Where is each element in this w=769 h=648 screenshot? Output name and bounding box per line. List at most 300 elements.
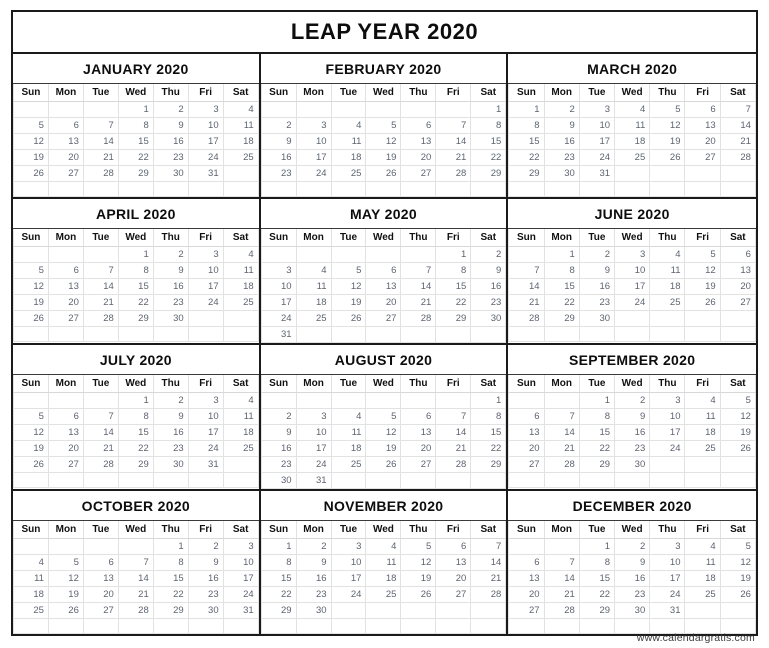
day-cell[interactable]: 8 (118, 409, 153, 425)
day-cell[interactable]: 2 (615, 393, 650, 409)
day-cell[interactable]: 11 (366, 555, 401, 571)
day-cell[interactable]: 16 (579, 279, 614, 295)
day-cell[interactable]: 5 (14, 118, 49, 134)
day-cell[interactable]: 26 (685, 295, 720, 311)
day-cell[interactable]: 28 (118, 603, 153, 619)
day-cell[interactable]: 15 (118, 425, 153, 441)
day-cell[interactable]: 24 (650, 441, 685, 457)
day-cell[interactable]: 21 (83, 150, 118, 166)
day-cell[interactable]: 12 (720, 409, 755, 425)
day-cell[interactable]: 22 (579, 587, 614, 603)
day-cell[interactable]: 21 (509, 295, 544, 311)
day-cell[interactable]: 6 (720, 247, 755, 263)
day-cell[interactable]: 2 (153, 102, 188, 118)
day-cell[interactable]: 9 (544, 118, 579, 134)
day-cell[interactable]: 3 (188, 102, 223, 118)
day-cell[interactable]: 29 (579, 603, 614, 619)
day-cell[interactable]: 9 (153, 118, 188, 134)
day-cell[interactable]: 14 (436, 134, 471, 150)
day-cell[interactable]: 10 (650, 409, 685, 425)
day-cell[interactable]: 25 (331, 457, 366, 473)
day-cell[interactable]: 29 (471, 166, 506, 182)
day-cell[interactable]: 2 (296, 539, 331, 555)
day-cell[interactable]: 4 (685, 393, 720, 409)
day-cell[interactable]: 19 (366, 441, 401, 457)
day-cell[interactable]: 14 (83, 279, 118, 295)
day-cell[interactable]: 26 (401, 587, 436, 603)
day-cell[interactable]: 18 (223, 279, 258, 295)
day-cell[interactable]: 19 (720, 425, 755, 441)
day-cell[interactable]: 13 (401, 425, 436, 441)
day-cell[interactable]: 18 (14, 587, 49, 603)
day-cell[interactable]: 23 (188, 587, 223, 603)
day-cell[interactable]: 2 (544, 102, 579, 118)
day-cell[interactable]: 16 (296, 571, 331, 587)
day-cell[interactable]: 1 (118, 393, 153, 409)
day-cell[interactable]: 10 (261, 279, 296, 295)
day-cell[interactable]: 12 (14, 425, 49, 441)
day-cell[interactable]: 27 (48, 311, 83, 327)
day-cell[interactable]: 28 (83, 457, 118, 473)
day-cell[interactable]: 11 (685, 555, 720, 571)
day-cell[interactable]: 14 (83, 425, 118, 441)
day-cell[interactable]: 9 (188, 555, 223, 571)
day-cell[interactable]: 16 (471, 279, 506, 295)
day-cell[interactable]: 23 (153, 441, 188, 457)
day-cell[interactable]: 25 (685, 587, 720, 603)
day-cell[interactable]: 7 (436, 118, 471, 134)
day-cell[interactable]: 24 (188, 441, 223, 457)
day-cell[interactable]: 6 (685, 102, 720, 118)
day-cell[interactable]: 3 (650, 393, 685, 409)
day-cell[interactable]: 13 (401, 134, 436, 150)
day-cell[interactable]: 10 (650, 555, 685, 571)
day-cell[interactable]: 27 (366, 311, 401, 327)
day-cell[interactable]: 30 (261, 473, 296, 489)
day-cell[interactable]: 31 (261, 327, 296, 343)
day-cell[interactable]: 25 (296, 311, 331, 327)
day-cell[interactable]: 16 (615, 571, 650, 587)
day-cell[interactable]: 22 (118, 295, 153, 311)
day-cell[interactable]: 23 (296, 587, 331, 603)
day-cell[interactable]: 1 (261, 539, 296, 555)
day-cell[interactable]: 7 (401, 263, 436, 279)
day-cell[interactable]: 11 (331, 134, 366, 150)
day-cell[interactable]: 31 (223, 603, 258, 619)
day-cell[interactable]: 7 (720, 102, 755, 118)
day-cell[interactable]: 17 (296, 441, 331, 457)
day-cell[interactable]: 19 (720, 571, 755, 587)
day-cell[interactable]: 23 (615, 441, 650, 457)
day-cell[interactable]: 12 (366, 134, 401, 150)
day-cell[interactable]: 17 (223, 571, 258, 587)
day-cell[interactable]: 4 (223, 247, 258, 263)
day-cell[interactable]: 3 (261, 263, 296, 279)
day-cell[interactable]: 10 (331, 555, 366, 571)
day-cell[interactable]: 30 (544, 166, 579, 182)
day-cell[interactable]: 26 (650, 150, 685, 166)
day-cell[interactable]: 18 (296, 295, 331, 311)
day-cell[interactable]: 9 (296, 555, 331, 571)
day-cell[interactable]: 11 (223, 263, 258, 279)
day-cell[interactable]: 17 (261, 295, 296, 311)
day-cell[interactable]: 2 (579, 247, 614, 263)
day-cell[interactable]: 26 (366, 166, 401, 182)
day-cell[interactable]: 13 (48, 134, 83, 150)
day-cell[interactable]: 27 (509, 603, 544, 619)
day-cell[interactable]: 14 (544, 425, 579, 441)
day-cell[interactable]: 3 (223, 539, 258, 555)
day-cell[interactable]: 31 (296, 473, 331, 489)
day-cell[interactable]: 13 (509, 571, 544, 587)
day-cell[interactable]: 16 (153, 279, 188, 295)
day-cell[interactable]: 3 (296, 118, 331, 134)
day-cell[interactable]: 30 (296, 603, 331, 619)
day-cell[interactable]: 1 (471, 393, 506, 409)
day-cell[interactable]: 21 (401, 295, 436, 311)
day-cell[interactable]: 20 (720, 279, 755, 295)
day-cell[interactable]: 22 (579, 441, 614, 457)
day-cell[interactable]: 4 (366, 539, 401, 555)
day-cell[interactable]: 11 (14, 571, 49, 587)
day-cell[interactable]: 6 (83, 555, 118, 571)
day-cell[interactable]: 6 (401, 409, 436, 425)
day-cell[interactable]: 24 (188, 295, 223, 311)
day-cell[interactable]: 11 (223, 409, 258, 425)
day-cell[interactable]: 29 (544, 311, 579, 327)
day-cell[interactable]: 8 (261, 555, 296, 571)
day-cell[interactable]: 14 (720, 118, 755, 134)
day-cell[interactable]: 6 (509, 409, 544, 425)
day-cell[interactable]: 5 (685, 247, 720, 263)
day-cell[interactable]: 19 (685, 279, 720, 295)
day-cell[interactable]: 23 (579, 295, 614, 311)
day-cell[interactable]: 14 (118, 571, 153, 587)
day-cell[interactable]: 19 (401, 571, 436, 587)
day-cell[interactable]: 8 (118, 263, 153, 279)
day-cell[interactable]: 22 (471, 150, 506, 166)
day-cell[interactable]: 27 (401, 166, 436, 182)
day-cell[interactable]: 4 (296, 263, 331, 279)
day-cell[interactable]: 14 (436, 425, 471, 441)
day-cell[interactable]: 29 (436, 311, 471, 327)
day-cell[interactable]: 7 (83, 263, 118, 279)
day-cell[interactable]: 29 (118, 457, 153, 473)
day-cell[interactable]: 19 (650, 134, 685, 150)
day-cell[interactable]: 1 (118, 102, 153, 118)
day-cell[interactable]: 27 (401, 457, 436, 473)
day-cell[interactable]: 28 (83, 311, 118, 327)
day-cell[interactable]: 15 (118, 134, 153, 150)
day-cell[interactable]: 14 (83, 134, 118, 150)
day-cell[interactable]: 12 (14, 279, 49, 295)
day-cell[interactable]: 1 (471, 102, 506, 118)
day-cell[interactable]: 16 (261, 441, 296, 457)
day-cell[interactable]: 16 (153, 425, 188, 441)
day-cell[interactable]: 24 (650, 587, 685, 603)
day-cell[interactable]: 17 (296, 150, 331, 166)
day-cell[interactable]: 21 (83, 295, 118, 311)
day-cell[interactable]: 15 (509, 134, 544, 150)
day-cell[interactable]: 5 (14, 263, 49, 279)
day-cell[interactable]: 10 (223, 555, 258, 571)
day-cell[interactable]: 26 (14, 166, 49, 182)
day-cell[interactable]: 12 (650, 118, 685, 134)
day-cell[interactable]: 28 (401, 311, 436, 327)
day-cell[interactable]: 4 (223, 393, 258, 409)
day-cell[interactable]: 3 (579, 102, 614, 118)
day-cell[interactable]: 1 (509, 102, 544, 118)
day-cell[interactable]: 28 (436, 166, 471, 182)
day-cell[interactable]: 25 (366, 587, 401, 603)
day-cell[interactable]: 23 (544, 150, 579, 166)
day-cell[interactable]: 23 (471, 295, 506, 311)
day-cell[interactable]: 21 (118, 587, 153, 603)
day-cell[interactable]: 8 (579, 409, 614, 425)
day-cell[interactable]: 20 (401, 441, 436, 457)
day-cell[interactable]: 14 (401, 279, 436, 295)
day-cell[interactable]: 11 (685, 409, 720, 425)
day-cell[interactable]: 7 (83, 409, 118, 425)
day-cell[interactable]: 4 (615, 102, 650, 118)
day-cell[interactable]: 29 (509, 166, 544, 182)
day-cell[interactable]: 16 (261, 150, 296, 166)
day-cell[interactable]: 12 (331, 279, 366, 295)
day-cell[interactable]: 31 (188, 166, 223, 182)
day-cell[interactable]: 18 (331, 441, 366, 457)
day-cell[interactable]: 24 (223, 587, 258, 603)
day-cell[interactable]: 23 (261, 457, 296, 473)
day-cell[interactable]: 28 (544, 603, 579, 619)
day-cell[interactable]: 1 (579, 393, 614, 409)
day-cell[interactable]: 3 (188, 247, 223, 263)
day-cell[interactable]: 26 (14, 311, 49, 327)
day-cell[interactable]: 7 (118, 555, 153, 571)
day-cell[interactable]: 5 (720, 539, 755, 555)
day-cell[interactable]: 20 (509, 441, 544, 457)
day-cell[interactable]: 22 (153, 587, 188, 603)
day-cell[interactable]: 29 (153, 603, 188, 619)
day-cell[interactable]: 1 (153, 539, 188, 555)
day-cell[interactable]: 17 (188, 279, 223, 295)
day-cell[interactable]: 27 (48, 457, 83, 473)
day-cell[interactable]: 20 (48, 150, 83, 166)
day-cell[interactable]: 29 (579, 457, 614, 473)
day-cell[interactable]: 24 (296, 166, 331, 182)
day-cell[interactable]: 25 (14, 603, 49, 619)
day-cell[interactable]: 21 (436, 150, 471, 166)
day-cell[interactable]: 27 (720, 295, 755, 311)
day-cell[interactable]: 7 (544, 555, 579, 571)
day-cell[interactable]: 6 (401, 118, 436, 134)
day-cell[interactable]: 20 (509, 587, 544, 603)
day-cell[interactable]: 18 (685, 571, 720, 587)
day-cell[interactable]: 19 (14, 295, 49, 311)
day-cell[interactable]: 2 (153, 247, 188, 263)
day-cell[interactable]: 11 (650, 263, 685, 279)
day-cell[interactable]: 29 (118, 311, 153, 327)
day-cell[interactable]: 19 (331, 295, 366, 311)
day-cell[interactable]: 18 (223, 425, 258, 441)
day-cell[interactable]: 22 (471, 441, 506, 457)
day-cell[interactable]: 12 (14, 134, 49, 150)
day-cell[interactable]: 24 (261, 311, 296, 327)
day-cell[interactable]: 4 (331, 118, 366, 134)
day-cell[interactable]: 31 (650, 603, 685, 619)
day-cell[interactable]: 9 (471, 263, 506, 279)
day-cell[interactable]: 11 (615, 118, 650, 134)
day-cell[interactable]: 29 (471, 457, 506, 473)
day-cell[interactable]: 10 (188, 118, 223, 134)
day-cell[interactable]: 13 (48, 279, 83, 295)
day-cell[interactable]: 25 (223, 295, 258, 311)
day-cell[interactable]: 22 (261, 587, 296, 603)
day-cell[interactable]: 24 (331, 587, 366, 603)
day-cell[interactable]: 16 (544, 134, 579, 150)
day-cell[interactable]: 8 (471, 409, 506, 425)
day-cell[interactable]: 19 (48, 587, 83, 603)
day-cell[interactable]: 30 (153, 166, 188, 182)
day-cell[interactable]: 15 (579, 425, 614, 441)
day-cell[interactable]: 29 (118, 166, 153, 182)
day-cell[interactable]: 9 (615, 409, 650, 425)
day-cell[interactable]: 5 (48, 555, 83, 571)
day-cell[interactable]: 22 (509, 150, 544, 166)
day-cell[interactable]: 6 (48, 409, 83, 425)
day-cell[interactable]: 3 (296, 409, 331, 425)
day-cell[interactable]: 17 (650, 571, 685, 587)
day-cell[interactable]: 8 (544, 263, 579, 279)
day-cell[interactable]: 10 (579, 118, 614, 134)
day-cell[interactable]: 27 (509, 457, 544, 473)
day-cell[interactable]: 13 (436, 555, 471, 571)
day-cell[interactable]: 15 (118, 279, 153, 295)
day-cell[interactable]: 6 (509, 555, 544, 571)
day-cell[interactable]: 13 (366, 279, 401, 295)
day-cell[interactable]: 27 (685, 150, 720, 166)
day-cell[interactable]: 21 (436, 441, 471, 457)
day-cell[interactable]: 13 (509, 425, 544, 441)
day-cell[interactable]: 21 (544, 587, 579, 603)
day-cell[interactable]: 31 (579, 166, 614, 182)
day-cell[interactable]: 9 (153, 409, 188, 425)
day-cell[interactable]: 23 (615, 587, 650, 603)
day-cell[interactable]: 25 (223, 441, 258, 457)
day-cell[interactable]: 8 (579, 555, 614, 571)
day-cell[interactable]: 10 (615, 263, 650, 279)
day-cell[interactable]: 3 (650, 539, 685, 555)
day-cell[interactable]: 4 (331, 409, 366, 425)
day-cell[interactable]: 20 (48, 295, 83, 311)
day-cell[interactable]: 5 (401, 539, 436, 555)
day-cell[interactable]: 4 (14, 555, 49, 571)
day-cell[interactable]: 1 (118, 247, 153, 263)
day-cell[interactable]: 28 (471, 587, 506, 603)
day-cell[interactable]: 21 (83, 441, 118, 457)
day-cell[interactable]: 30 (188, 603, 223, 619)
day-cell[interactable]: 15 (471, 425, 506, 441)
day-cell[interactable]: 16 (188, 571, 223, 587)
day-cell[interactable]: 18 (223, 134, 258, 150)
day-cell[interactable]: 29 (261, 603, 296, 619)
day-cell[interactable]: 21 (471, 571, 506, 587)
day-cell[interactable]: 28 (509, 311, 544, 327)
day-cell[interactable]: 9 (261, 134, 296, 150)
day-cell[interactable]: 3 (331, 539, 366, 555)
day-cell[interactable]: 25 (685, 441, 720, 457)
day-cell[interactable]: 2 (261, 409, 296, 425)
day-cell[interactable]: 1 (544, 247, 579, 263)
day-cell[interactable]: 17 (331, 571, 366, 587)
day-cell[interactable]: 19 (14, 441, 49, 457)
day-cell[interactable]: 30 (153, 311, 188, 327)
day-cell[interactable]: 8 (153, 555, 188, 571)
day-cell[interactable]: 10 (296, 425, 331, 441)
day-cell[interactable]: 21 (544, 441, 579, 457)
day-cell[interactable]: 20 (436, 571, 471, 587)
day-cell[interactable]: 22 (118, 150, 153, 166)
day-cell[interactable]: 27 (436, 587, 471, 603)
day-cell[interactable]: 6 (48, 118, 83, 134)
day-cell[interactable]: 3 (188, 393, 223, 409)
day-cell[interactable]: 2 (153, 393, 188, 409)
day-cell[interactable]: 6 (366, 263, 401, 279)
day-cell[interactable]: 5 (366, 118, 401, 134)
day-cell[interactable]: 15 (261, 571, 296, 587)
day-cell[interactable]: 26 (720, 441, 755, 457)
day-cell[interactable]: 5 (366, 409, 401, 425)
day-cell[interactable]: 24 (188, 150, 223, 166)
day-cell[interactable]: 28 (83, 166, 118, 182)
day-cell[interactable]: 22 (544, 295, 579, 311)
day-cell[interactable]: 17 (188, 425, 223, 441)
day-cell[interactable]: 13 (720, 263, 755, 279)
day-cell[interactable]: 26 (14, 457, 49, 473)
day-cell[interactable]: 12 (401, 555, 436, 571)
day-cell[interactable]: 6 (48, 263, 83, 279)
day-cell[interactable]: 8 (118, 118, 153, 134)
day-cell[interactable]: 12 (366, 425, 401, 441)
day-cell[interactable]: 25 (331, 166, 366, 182)
day-cell[interactable]: 1 (579, 539, 614, 555)
day-cell[interactable]: 13 (83, 571, 118, 587)
day-cell[interactable]: 20 (685, 134, 720, 150)
day-cell[interactable]: 16 (615, 425, 650, 441)
day-cell[interactable]: 7 (436, 409, 471, 425)
day-cell[interactable]: 17 (579, 134, 614, 150)
day-cell[interactable]: 18 (685, 425, 720, 441)
day-cell[interactable]: 24 (615, 295, 650, 311)
day-cell[interactable]: 30 (579, 311, 614, 327)
day-cell[interactable]: 15 (436, 279, 471, 295)
day-cell[interactable]: 19 (14, 150, 49, 166)
day-cell[interactable]: 4 (223, 102, 258, 118)
day-cell[interactable]: 12 (685, 263, 720, 279)
day-cell[interactable]: 18 (366, 571, 401, 587)
day-cell[interactable]: 8 (436, 263, 471, 279)
day-cell[interactable]: 9 (615, 555, 650, 571)
day-cell[interactable]: 17 (650, 425, 685, 441)
day-cell[interactable]: 5 (650, 102, 685, 118)
day-cell[interactable]: 4 (650, 247, 685, 263)
day-cell[interactable]: 28 (436, 457, 471, 473)
day-cell[interactable]: 27 (83, 603, 118, 619)
day-cell[interactable]: 19 (366, 150, 401, 166)
day-cell[interactable]: 26 (366, 457, 401, 473)
day-cell[interactable]: 10 (296, 134, 331, 150)
day-cell[interactable]: 28 (544, 457, 579, 473)
day-cell[interactable]: 18 (331, 150, 366, 166)
